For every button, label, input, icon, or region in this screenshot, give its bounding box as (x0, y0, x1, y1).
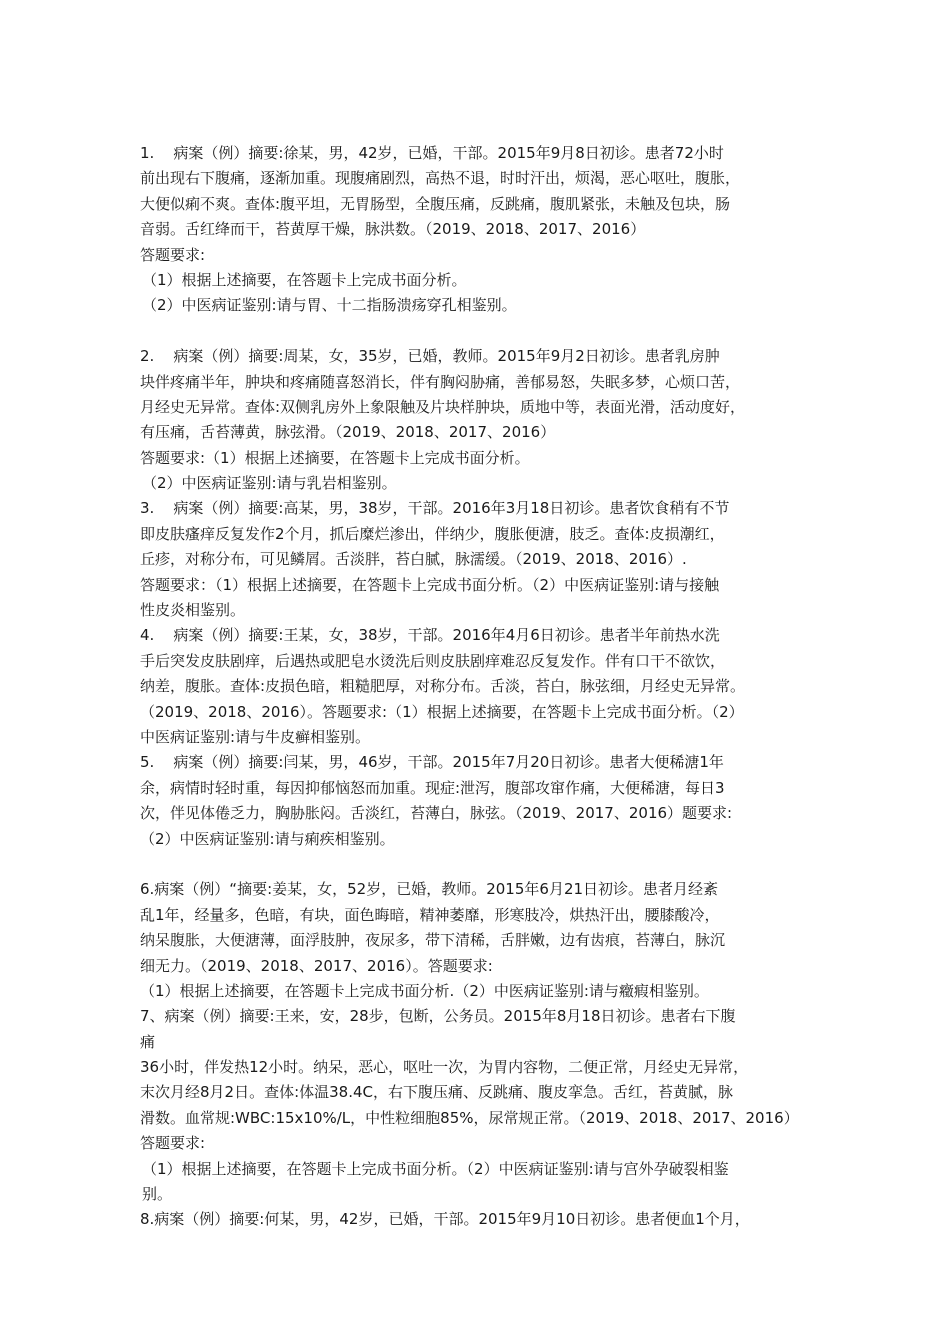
text-line: （1）根据上述摘要，在答题卡上完成书面分析。（2）中医病证鉴别:请与宫外孕破裂相鉴 (142, 1159, 729, 1178)
text-line: 答题要求：（1）根据上述摘要，在答题卡上完成书面分析。（2）中医病证鉴别:请与接触 (140, 575, 720, 594)
text-line: 6.病案（例）“摘要:姜某，女，52岁，已婚，教师。2015年6月21日初诊。患者月经紊 (140, 880, 719, 899)
blank-line (140, 852, 830, 877)
text-line: 手后突发皮肤剧痒，后遇热或肥皂水烫洗后则皮肤剧痒难忍反复发作。伴有口干不欲饮， (140, 651, 726, 670)
text-line: 即皮肤瘙痒反复发作2个月，抓后糜烂渗出，伴纳少，腹胀便溏，肢乏。查体:皮损潮红， (140, 524, 725, 543)
text-line: 2. 病案（例）摘要:周某，女，35岁，已婚，教师。2015年9月2日初诊。患者乳房肿 (140, 347, 720, 366)
text-line: 乱1年，经量多，色暗，有块，面色晦暗，精神萎靡，形寒肢冷，烘热汗出，腰膝酸冷， (140, 905, 720, 924)
text-line: 答题要求:（1）根据上述摘要，在答题卡上完成书面分析。 (140, 448, 530, 467)
text-line: 7、病案（例）摘要:王来，安，28步，包断，公务员。2015年8月18日初诊。患者右下腹 (140, 1007, 736, 1026)
text-line: 答题要求: (140, 1134, 206, 1153)
text-line: 末次月经8月2日。查体:体温38.4C，右下腹压痛、反跳痛、腹皮挛急。舌红，苔黄腻，脉 (140, 1083, 734, 1102)
document-body (140, 141, 830, 1233)
text-line: 余，病情时轻时重，每因抑郁恼怒而加重。现症:泄泻，腹部攻窜作痛，大便稀溏，每日3 (140, 778, 725, 797)
text-line: 36小时，伴发热12小时。纳呆，恶心，呕吐一次，为胃内容物，二便正常，月经史无异常， (140, 1058, 749, 1077)
text-line: 痛 (140, 1032, 156, 1051)
text-line: 前出现右下腹痛，逐渐加重。现腹痛剧烈，高热不退，时时汗出，烦渴，恶心呕吐，腹胀， (140, 169, 741, 188)
text-line: 性皮炎相鉴别。 (140, 601, 246, 620)
text-line: （2）中医病证鉴别:请与乳岩相鉴别。 (142, 474, 397, 493)
text-line: 块伴疼痛半年，肿块和疼痛随喜怒消长，伴有胸闷胁痛，善郁易怒，失眠多梦，心烦口苦， (140, 372, 741, 391)
text-line: （1）根据上述摘要，在答题卡上完成书面分析。 (142, 270, 467, 289)
text-line: 中医病证鉴别:请与牛皮癣相鉴别。 (140, 727, 371, 746)
text-line: 月经史无异常。查体:双侧乳房外上象限触及片块样肿块，质地中等，表面光滑，活动度好， (140, 397, 746, 416)
text-line: 纳呆腹胀，大便溏薄，面浮肢肿，夜尿多，带下清稀，舌胖嫩，边有齿痕，苔薄白，脉沉 (140, 931, 726, 950)
text-line: 大便似痢不爽。查体:腹平坦，无胃肠型，全腹压痛，反跳痛，腹肌紧张，未触及包块，肠 (140, 194, 731, 213)
text-line: 答题要求: (140, 245, 206, 264)
text-line: 纳差，腹胀。查体:皮损色暗，粗糙肥厚，对称分布。舌淡，苔白，脉弦细，月经史无异常。 (140, 677, 746, 696)
blank-line (140, 319, 830, 344)
text-line: 5. 病案（例）摘要:闫某，男，46岁，干部。2015年7月20日初诊。患者大便稀溏1年 (140, 753, 724, 772)
text-line: 3. 病案（例）摘要:高某，男，38岁，干部。2016年3月18日初诊。患者饮食稍有不节 (140, 499, 730, 518)
text-line: 1. 病案（例）摘要:徐某，男，42岁，已婚，干部。2015年9月8日初诊。患者72小时 (140, 144, 724, 162)
text-line: （2）中医病证鉴别:请与胃、十二指肠溃疡穿孔相鉴别。 (142, 296, 517, 315)
text-line: 细无力。（2019、2018、2017、2016）。答题要求: (140, 956, 493, 975)
text-line: 次，伴见体倦乏力，胸胁胀闷。舌淡红，苔薄白，脉弦。（2019、2017、2016）题要求: (140, 804, 733, 823)
text-line: 别。 (142, 1185, 173, 1204)
text-line: （1）根据上述摘要，在答题卡上完成书面分析.（2）中医病证鉴别:请与癥瘕相鉴别。 (140, 981, 709, 1000)
text-line: （2）中医病证鉴别:请与痢疾相鉴别。 (140, 829, 395, 848)
text-line: 有压痛，舌苔薄黄，脉弦滑。（2019、2018、2017、2016） (140, 423, 556, 442)
text-line: （2019、2018、2016）。答题要求:（1）根据上述摘要，在答题卡上完成书面分析。（2） (140, 702, 744, 721)
text-line: 4. 病案（例）摘要:王某，女，38岁，干部。2016年4月6日初诊。患者半年前热水洗 (140, 626, 720, 645)
text-line: 8.病案（例）摘要:何某，男，42岁，已婚，干部。2015年9月10日初诊。患者便血1个月， (140, 1210, 750, 1229)
text-line: 丘疹，对称分布，可见鳞屑。舌淡胖，苔白腻，脉濡缓。（2019、2018、2016）. (140, 550, 687, 569)
text-line: 音弱。舌红绛而干，苔黄厚干燥，脉洪数。（2019、2018、2017、2016） (140, 220, 646, 239)
text-line: 滑数。血常规:WBC:15x10%/L，中性粒细胞85%，尿常规正常。（2019、2018、2017、2016） (140, 1108, 799, 1127)
